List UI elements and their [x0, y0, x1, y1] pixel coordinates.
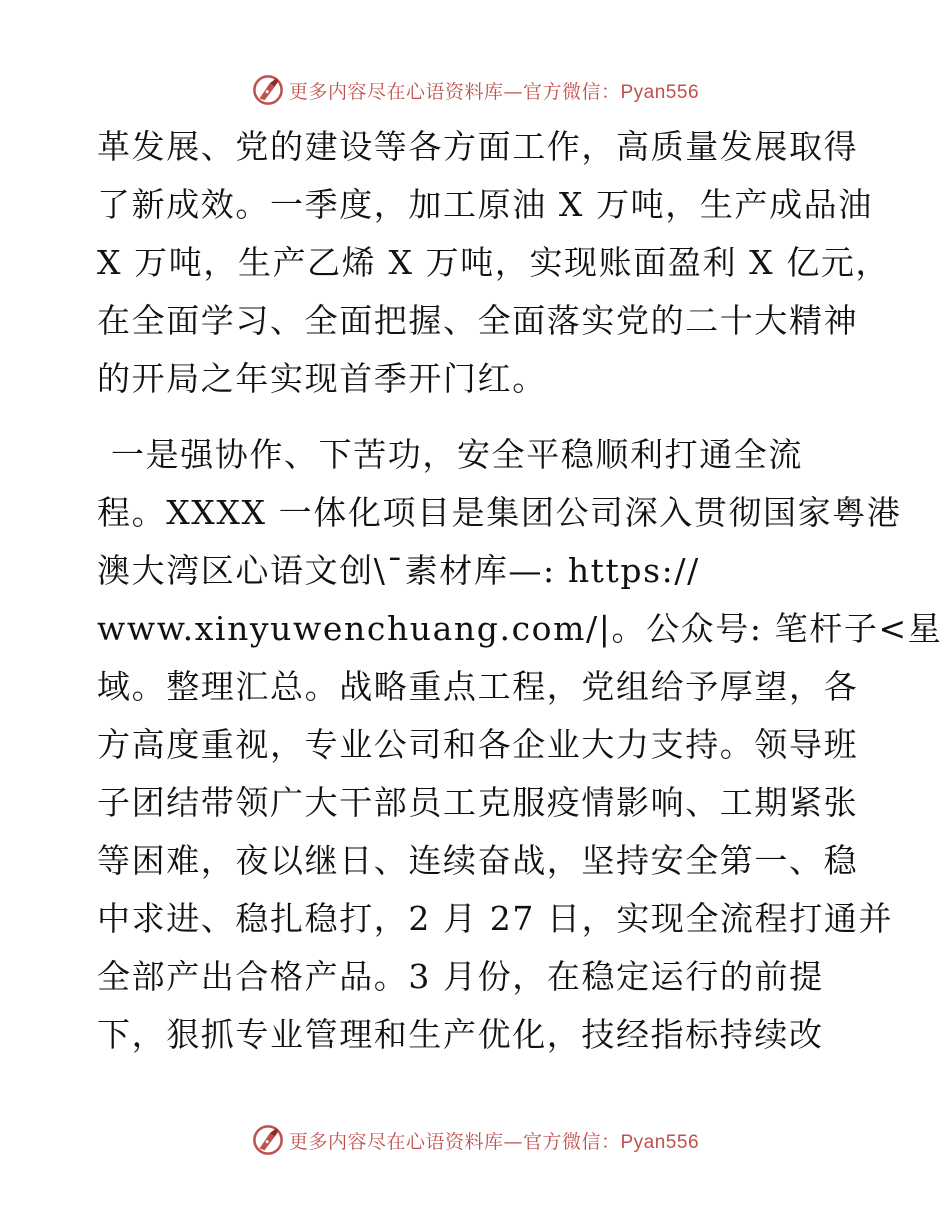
pen-nib-logo-icon: [251, 73, 285, 107]
text-line: 的开局之年实现首季开门红。: [97, 359, 547, 398]
text-line: www.xinyuwenchuang.com/|。公众号: 笔杆子<星: [97, 609, 943, 648]
text-line: 中求进、稳扎稳打，2 月 27 日，实现全流程打通并: [97, 899, 894, 938]
watermark-contact-id: Pyan556: [620, 81, 700, 103]
watermark-main-text: 更多内容尽在心语资料库: [288, 80, 504, 103]
text-line: 等困难，夜以继日、连续奋战，坚持安全第一、稳: [97, 841, 859, 880]
footer-watermark: [0, 1120, 950, 1160]
text-line: 方高度重视，专业公司和各企业大力支持。领导班: [97, 725, 859, 764]
text-line: 澳大湾区心语文创\¯素材库—: https://: [97, 551, 700, 590]
text-line: 子团结带领广大干部员工克服疫情影响、工期紧张: [97, 783, 859, 822]
paragraph-1: [97, 118, 891, 408]
text-line: X 万吨，生产乙烯 X 万吨，实现账面盈利 X 亿元，: [97, 243, 891, 282]
text-line: 革发展、党的建设等各方面工作，高质量发展取得: [97, 127, 859, 166]
document-body: [97, 118, 943, 1064]
watermark-main-text: 更多内容尽在心语资料库: [288, 1130, 504, 1153]
text-line: 了新成效。一季度，加工原油 X 万吨，生产成品油: [97, 185, 873, 224]
text-line: 全部产出合格产品。3 月份，在稳定运行的前提: [97, 957, 824, 996]
pen-nib-logo-icon: [251, 1123, 285, 1157]
watermark-contact-id: Pyan556: [620, 1131, 700, 1153]
watermark-separator: —: [503, 80, 523, 103]
text-line: 一是强协作、下苦功，安全平稳顺利打通全流: [111, 435, 803, 474]
text-line: 域。整理汇总。战略重点工程，党组给予厚望，各: [97, 667, 859, 706]
header-watermark: [0, 70, 950, 110]
paragraph-2: [97, 426, 943, 1064]
watermark-separator: —: [503, 1130, 523, 1153]
watermark-contact-label: 官方微信：: [522, 80, 621, 103]
text-line: 程。XXXX 一体化项目是集团公司深入贯彻国家粤港: [97, 493, 902, 532]
watermark-contact-label: 官方微信：: [522, 1130, 621, 1153]
text-line: 在全面学习、全面把握、全面落实党的二十大精神: [97, 301, 859, 340]
text-line: 下，狠抓专业管理和生产优化，技经指标持续改: [97, 1015, 824, 1054]
